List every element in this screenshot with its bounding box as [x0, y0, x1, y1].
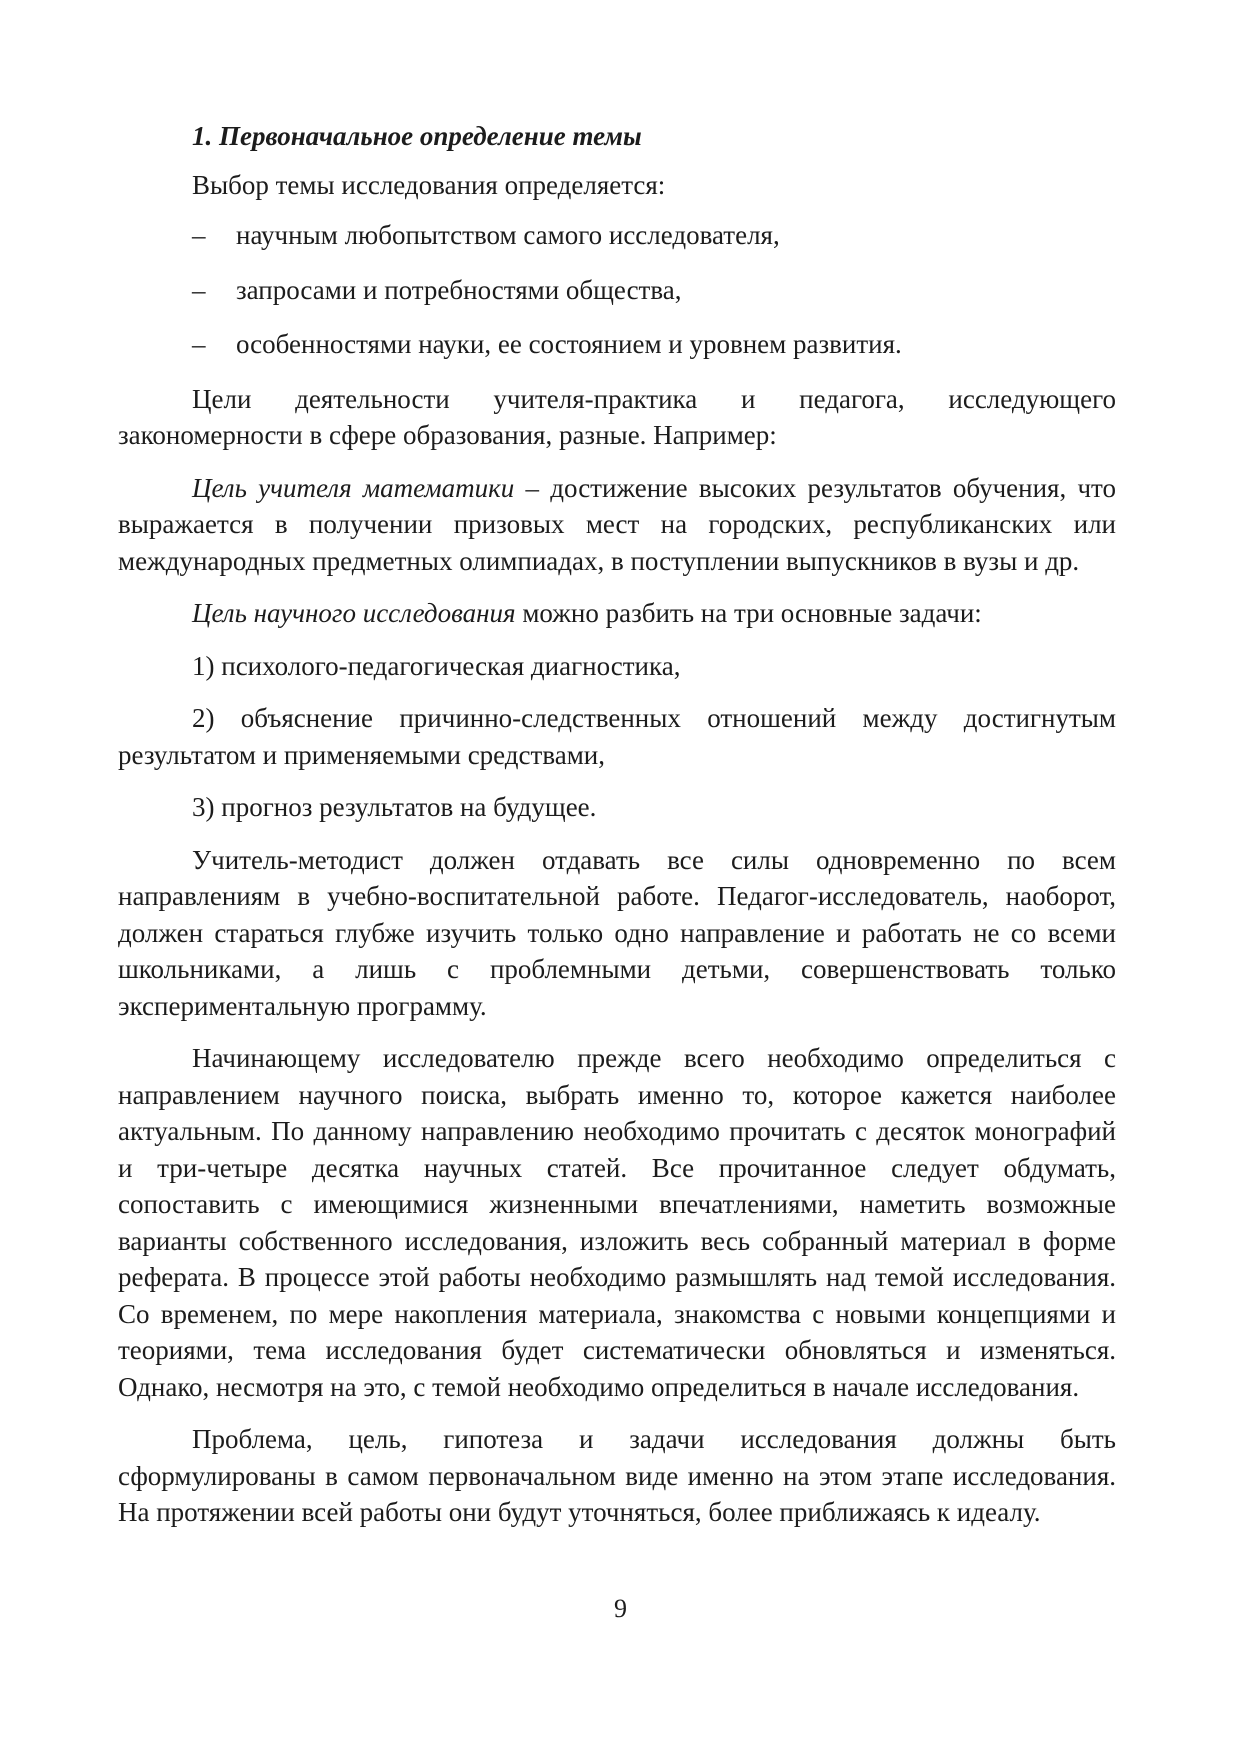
factors-list [118, 217, 1116, 363]
research-goal-text: можно разбить на три основные задачи: [515, 598, 982, 628]
list-item-text: запросами и потребностями общества, [236, 274, 682, 305]
task-item-3: 3) прогноз результатов на будущее. [192, 792, 597, 822]
teacher-goal-term: Цель учителя математики [192, 472, 515, 503]
list-item [118, 326, 1116, 363]
methodist-paragraph: Учитель-методист должен отдавать все силы одновременно по всем направлениям в учебно-воспитательной работе. Педагог-исследователь, наоборот, должен стараться глубже изучить только одно направление и работать не со всеми школьниками, а лишь с проблемными детьми, совершенствовать только экспериментальную программу. [118, 844, 1116, 1021]
page-body [118, 118, 1116, 1547]
task-item-1: 1) психолого-педагогическая диагностика, [192, 650, 681, 681]
dash-bullet: – [192, 220, 206, 250]
beginner-paragraph: Начинающему исследователю прежде всего необходимо определиться с направлением научного поиска, выбрать именно то, которое кажется наиболее актуальным. По данному направлению необходимо прочитать с десяток монографий и три-четыре десятка научных статей. Все прочитанное следует обдумать, сопоставить с имеющимися жизненными впечатлениями, наметить возможные варианты собственного исследования, изложить весь собранный материал в форме реферата. В процессе этой работы необходимо размышлять над темой исследования. Со временем, по мере накопления материала, знакомства с новыми концепциями и теориями, тема исследования будет систематически обновляться и изменяться. Однако, несмотря на это, с темой необходимо определиться в начале исследования. [118, 1043, 1116, 1402]
intro-paragraph: Выбор темы исследования определяется: [192, 169, 666, 200]
list-item-text: особенностями науки, ее состоянием и уровнем развития. [236, 329, 902, 359]
page-number: 9 [614, 1594, 627, 1623]
research-goal-term: Цель научного исследования [192, 598, 516, 628]
dash-bullet: – [192, 274, 206, 305]
dash-bullet: – [192, 329, 206, 359]
list-item [118, 272, 1116, 309]
problem-paragraph: Проблема, цель, гипотеза и задачи исследования должны быть сформулированы в самом первоначальном виде именно на этом этапе исследования. На протяжении всей работы они будут уточняться, более приближаясь к идеалу. [118, 1424, 1116, 1527]
list-item [118, 217, 1116, 254]
teacher-goal-paragraph [118, 470, 1116, 580]
list-item-text: научным любопытством самого исследователя, [236, 220, 780, 250]
goals-paragraph: Цели деятельности учителя-практика и педагога, исследующего закономерности в сфере образования, разные. Например: [118, 383, 1116, 450]
research-goal-paragraph [118, 595, 1116, 632]
teacher-goal-text: – достижение высоких результатов обучения, что выражается в получении призовых мест на городских, республиканских или международных предметных олимпиадах, в поступлении выпускников в вузы и др. [118, 472, 1116, 576]
section-heading: 1. Первоначальное определение темы [192, 121, 642, 151]
task-item-2: 2) объяснение причинно-следственных отношений между достигнутым результатом и применяемыми средствами, [118, 703, 1116, 770]
